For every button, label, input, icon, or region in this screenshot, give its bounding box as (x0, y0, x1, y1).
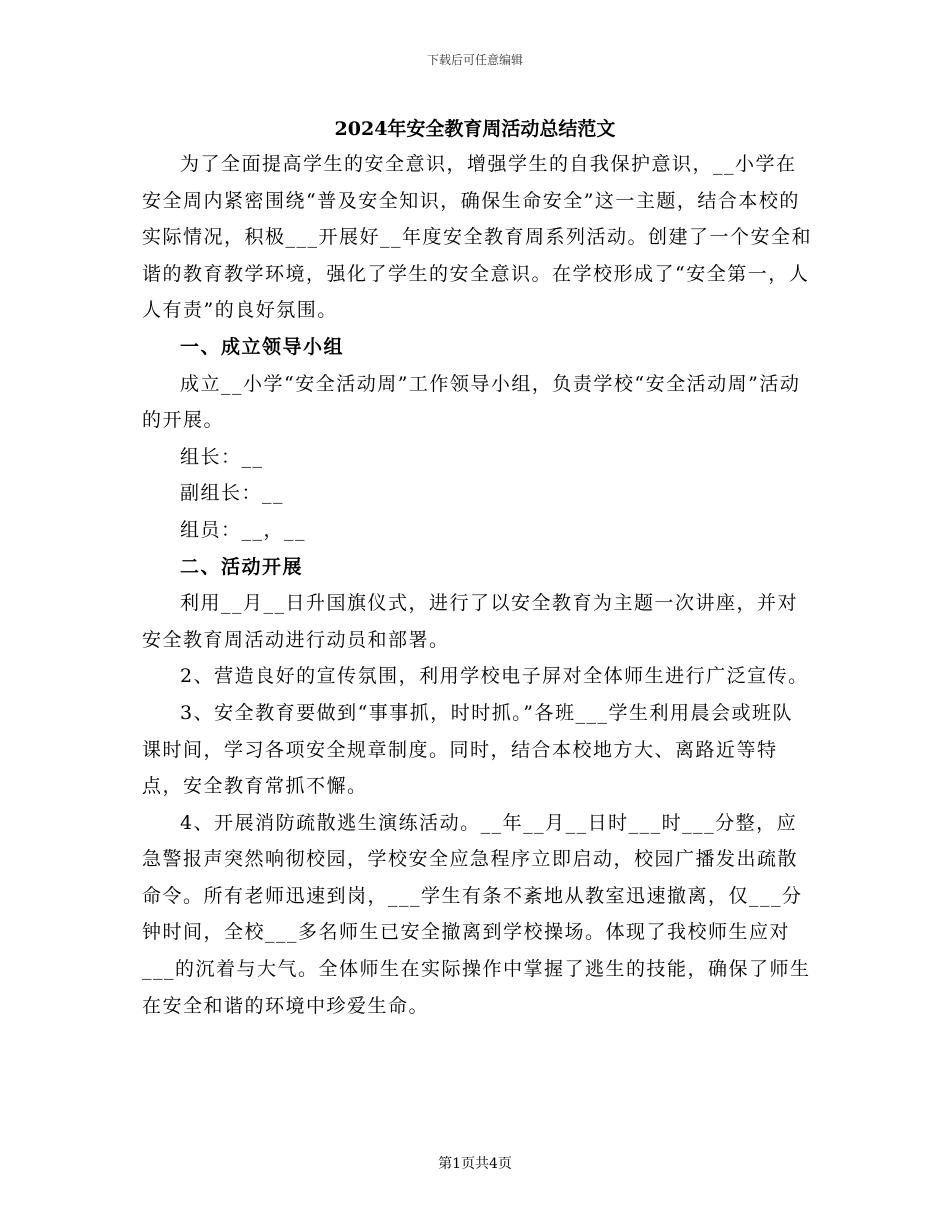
activity-item-3: 3、安全教育要做到“事事抓，时时抓。”各班___学生利用晨会或班队课时间，学习各项安全规章制度。同时，结合本校地方大、离路近等特点，安全教育常抓不懈。 (142, 701, 794, 798)
section-heading-activities: 二、活动开展 (180, 555, 304, 578)
activity-item-4: 4、开展消防疏散逃生演练活动。__年__月__日时___时___分整，应急警报声突然响彻校园，学校安全应急程序立即启动，校园广播发出疏散命令。所有老师迅速到岗，___学生有条不紊地从教室迅速撤离，仅___分钟时间，全校___多名师生已安全撤离到学校操场。体现了我校师生应对___的沉着与大气。全体师生在实际操作中掌握了逃生的技能，确保了师生在安全和谐的环境中珍爱生命。 (142, 811, 811, 1017)
section-heading-leadership: 一、成立领导小组 (180, 335, 345, 358)
activity-item-1: 利用__月__日升国旗仪式，进行了以安全教育为主题一次讲座，并对安全教育周活动进行动员和部署。 (142, 592, 799, 651)
intro-paragraph: 为了全面提高学生的安全意识，增强学生的自我保护意识，__小学在安全周内紧密围绕“普及安全知识，确保生命安全”这一主题，结合本校的实际情况，积极___开展好__年度安全教育周系列活动。创建了一个安全和谐的教育教学环境，强化了学生的安全意识。在学校形成了“安全第一，人人有责”的良好氛围。 (142, 153, 813, 322)
leadership-paragraph: 成立__小学“安全活动周”工作领导小组，负责学校“安全活动周”活动的开展。 (142, 372, 801, 432)
page-footer: 第1页共4页 (438, 1156, 512, 1172)
page-header: 下载后可任意编辑 (426, 53, 523, 67)
document-title: 2024年安全教育周活动总结范文 (334, 118, 616, 140)
deputy-leader-line: 副组长：__ (180, 482, 285, 505)
members-line: 组员：__，__ (180, 518, 307, 541)
activity-item-2: 2、营造良好的宣传氛围，利用学校电子屏对全体师生进行广泛宣传。 (180, 665, 809, 688)
document-body (142, 146, 812, 1024)
leader-line: 组长：__ (180, 445, 264, 468)
